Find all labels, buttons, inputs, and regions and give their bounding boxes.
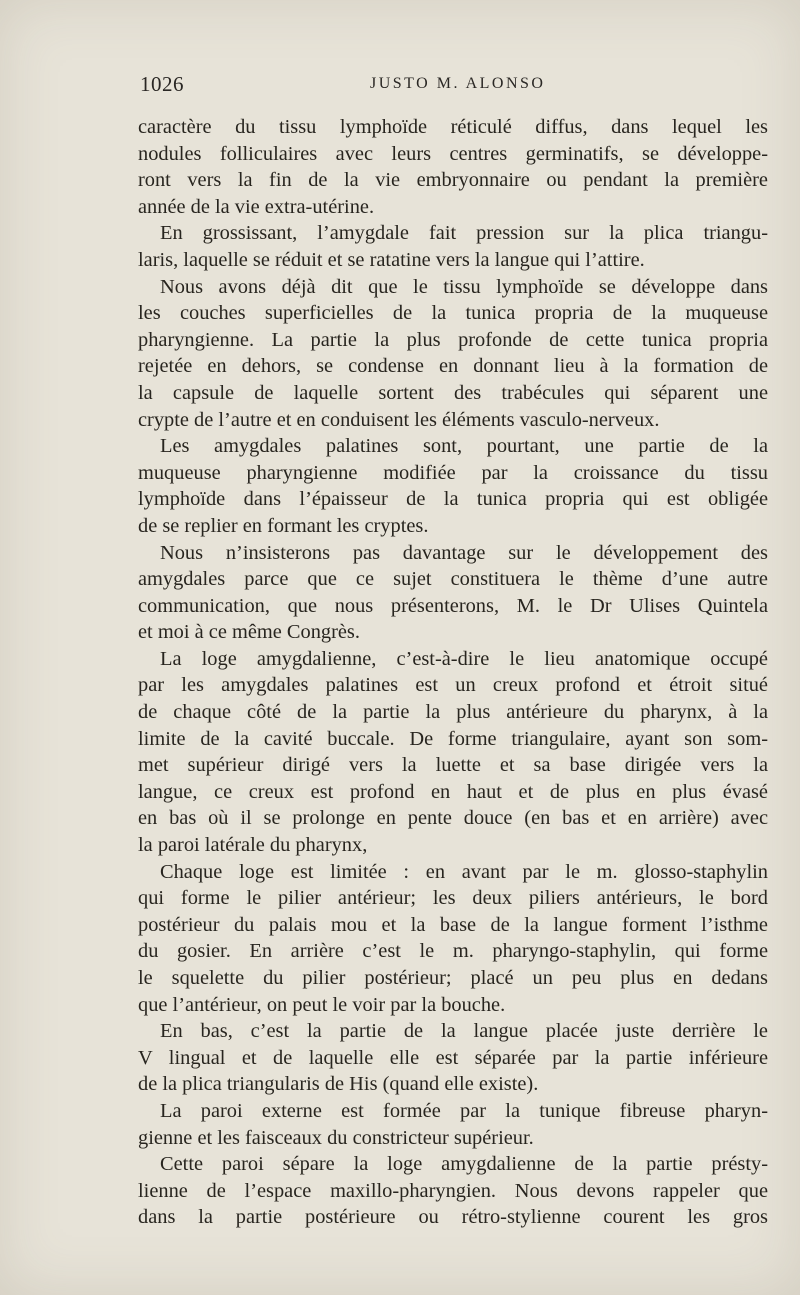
text-line: V lingual et de laquelle elle est séparée par la partie inférieure [138, 1046, 768, 1069]
text-line: laris, laquelle se réduit et se ratatine vers la langue qui l’attire. [138, 248, 645, 271]
text-line: par les amygdales palatines est un creux profond et étroit situé [138, 674, 768, 697]
text-line: que l’antérieur, on peut le voir par la bouche. [138, 993, 506, 1016]
text-line: ront vers la fin de la vie embryonnaire ou pendant la première [138, 169, 768, 192]
text-line: En grossissant, l’amygdale fait pression sur la plica triangu- [160, 222, 768, 245]
text-line: année de la vie extra-utérine. [138, 195, 375, 218]
page-number: 1026 [140, 72, 184, 96]
text-line: La loge amygdalienne, c’est-à-dire le lieu anatomique occupé [160, 647, 768, 670]
text-line: met supérieur dirigé vers la luette et sa base dirigée vers la [138, 754, 768, 777]
text-line: En bas, c’est la partie de la langue placée juste derrière le [160, 1020, 768, 1043]
page-header [140, 72, 770, 102]
text-line: postérieur du palais mou et la base de la langue forment l’isthme [138, 913, 768, 936]
body-text [138, 114, 768, 1231]
text-line: qui forme le pilier antérieur; les deux piliers antérieurs, le bord [138, 887, 768, 910]
text-line: les couches superficielles de la tunica propria de la muqueuse [138, 302, 768, 325]
text-line: de chaque côté de la partie la plus antérieure du pharynx, à la [138, 701, 768, 724]
text-line: rejetée en dehors, se condense en donnant lieu à la formation de [138, 355, 768, 378]
text-line: caractère du tissu lymphoïde réticulé diffus, dans lequel les [138, 116, 768, 138]
text-line: lymphoïde dans l’épaisseur de la tunica propria qui est obligée [138, 488, 768, 511]
text-line: la paroi latérale du pharynx, [138, 834, 368, 857]
text-line: amygdales parce que ce sujet constituera le thème d’une autre [138, 568, 768, 591]
text-line: communication, que nous présenterons, M. le Dr Ulises Quintela [138, 594, 768, 617]
text-line: Nous avons déjà dit que le tissu lymphoïde se développe dans [160, 275, 768, 298]
text-line: et moi à ce même Congrès. [138, 621, 360, 644]
text-line: du gosier. En arrière c’est le m. pharyngo-staphylin, qui forme [138, 940, 768, 963]
text-line: la capsule de laquelle sortent des trabécules qui séparent une [138, 381, 768, 404]
text-line: muqueuse pharyngienne modifiée par la croissance du tissu [138, 461, 768, 484]
text-line: lienne de l’espace maxillo-pharyngien. Nous devons rappeler que [138, 1179, 768, 1202]
text-line: Chaque loge est limitée : en avant par le m. glosso-staphylin [160, 860, 768, 883]
text-line: dans la partie postérieure ou rétro-stylienne courent les gros [138, 1206, 768, 1229]
text-line: le squelette du pilier postérieur; placé un peu plus en dedans [138, 967, 768, 989]
text-line: La paroi externe est formée par la tunique fibreuse pharyn- [160, 1099, 768, 1122]
running-head: JUSTO M. ALONSO [370, 75, 546, 92]
text-line: de la plica triangularis de His (quand elle existe). [138, 1073, 539, 1096]
text-line: crypte de l’autre et en conduisent les éléments vasculo-nerveux. [138, 408, 660, 431]
text-line: pharyngienne. La partie la plus profonde de cette tunica propria [138, 328, 768, 351]
text-line: Nous n’insisterons pas davantage sur le développement des [160, 541, 768, 564]
text-line: en bas où il se prolonge en pente douce (en bas et en arrière) avec [138, 807, 768, 830]
text-line: langue, ce creux est profond en haut et de plus en plus évasé [138, 780, 768, 803]
text-line: Cette paroi sépare la loge amygdalienne de la partie présty- [160, 1153, 768, 1176]
text-line: gienne et les faisceaux du constricteur supérieur. [138, 1126, 534, 1149]
text-line: Les amygdales palatines sont, pourtant, une partie de la [160, 435, 768, 458]
text-line: nodules folliculaires avec leurs centres germinatifs, se développe- [138, 142, 768, 165]
text-line: de se replier en formant les cryptes. [138, 514, 429, 537]
text-line: limite de la cavité buccale. De forme triangulaire, ayant son som- [138, 727, 768, 750]
